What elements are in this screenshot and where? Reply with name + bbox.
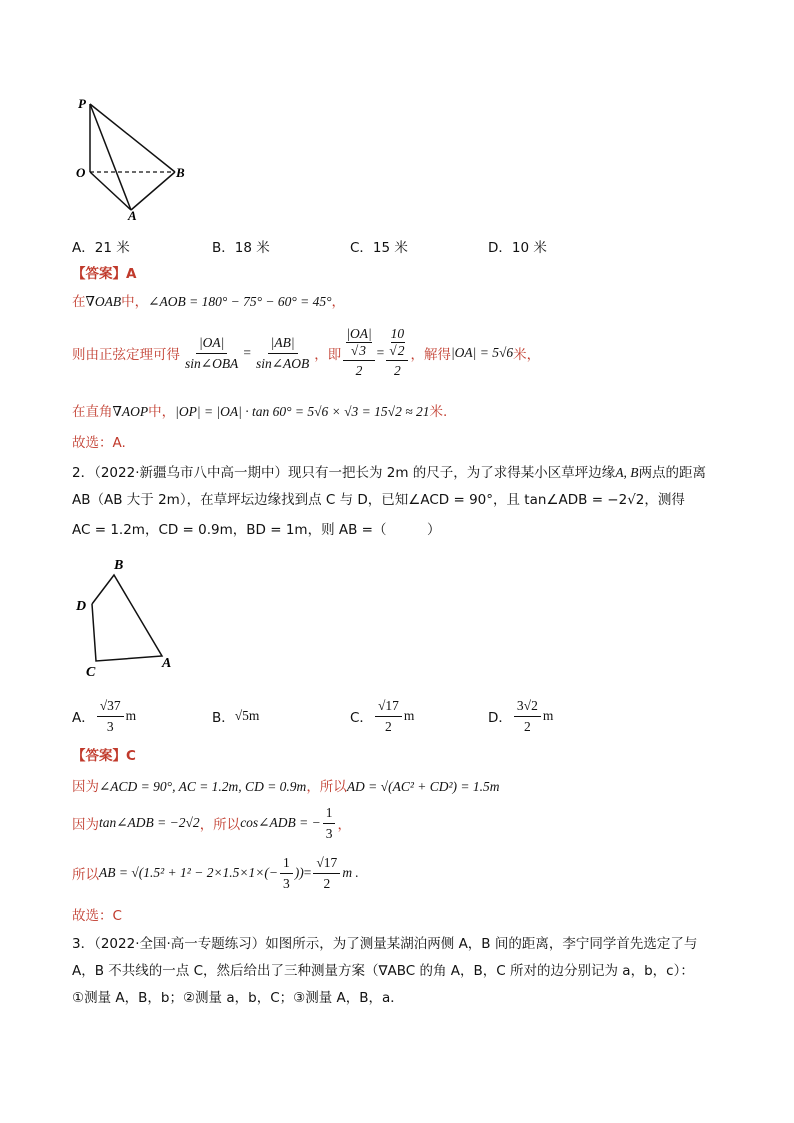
compound-fraction xyxy=(386,326,408,380)
answer-tag: 【答案】 xyxy=(72,748,126,764)
text: 两点的距离 xyxy=(638,465,707,481)
numerator: 3√2 xyxy=(514,697,541,717)
label-a: A xyxy=(128,208,137,222)
math: ∇OAB xyxy=(85,294,122,309)
answer-tag: 【答案】 xyxy=(72,266,126,282)
text: 因为 xyxy=(72,779,99,795)
text: ，即 xyxy=(314,347,342,363)
denominator: 3 xyxy=(325,825,333,841)
label-b: B xyxy=(176,165,185,180)
numerator: 1 xyxy=(323,804,336,824)
math: cos∠ADB = − xyxy=(240,815,321,830)
q1-solution-line2: 则由正弦定理可得 $\frac{|OA|}{\text{sin∠OBA}}$ = $\frac{|AB|}{\text{sin∠AOB}}$ ，即 $\frac{\frac{|OA|}{√3}}{2}$ = $\frac{\frac{10}{√2}}{2}$ ，解得 |OA| = 5√6 米， xyxy=(72,326,541,378)
option-letter: D． xyxy=(488,710,512,726)
inner-num: |OA| xyxy=(346,326,372,341)
fraction xyxy=(375,697,402,736)
label-o: O xyxy=(76,165,86,180)
numerator: |OA| xyxy=(196,334,227,354)
denominator: 3 xyxy=(283,875,290,891)
fraction xyxy=(253,334,312,373)
answer-value: C xyxy=(126,748,136,764)
text: ， xyxy=(331,294,346,310)
text: 米， xyxy=(513,347,541,363)
text: ， xyxy=(337,817,351,833)
math: AB = √(1.5² + 1² − 2×1.5×1×(− xyxy=(99,865,279,880)
fraction xyxy=(97,697,124,736)
unit: m . xyxy=(342,865,359,880)
text: 在直角 xyxy=(72,404,113,420)
numerator: √37 xyxy=(97,697,124,717)
denominator: 2 xyxy=(355,363,363,378)
denominator: 2 xyxy=(385,718,392,734)
fraction xyxy=(313,854,340,893)
unit: m xyxy=(542,708,554,723)
numerator: √17 xyxy=(313,854,340,874)
text: 则由正弦定理可得 xyxy=(72,347,180,363)
text: ，所以 xyxy=(199,817,241,833)
q3-stem-line2: A，B 不共线的一点 C，然后给出了三种测量方案（∇ABC 的角 A，B，C 所对的边分别记为 a，b，c）： xyxy=(72,963,694,979)
math: tan∠ADB = −2√2 xyxy=(99,815,200,830)
numerator xyxy=(343,326,374,361)
q1-select: 故选：A. xyxy=(72,435,126,451)
option-text: √5m xyxy=(234,708,260,723)
text: 在 xyxy=(72,294,86,310)
answer-value: A xyxy=(126,266,137,282)
q2-stem-line2: AB（AB 大于 2m），在草坪坛边缘找到点 C 与 D，已知∠ACD = 90°，且 tan∠ADB = −2√2，测得 xyxy=(72,492,685,508)
denominator: 2 xyxy=(323,875,331,891)
denominator: 2 xyxy=(394,363,401,378)
fraction xyxy=(323,804,336,843)
radicand: 2 xyxy=(397,343,405,358)
q2-stem-line1 xyxy=(72,461,706,481)
q1-solution-line3 xyxy=(72,400,447,420)
text: ，解得 xyxy=(410,347,451,363)
unit: m xyxy=(403,708,415,723)
label-c: C xyxy=(86,665,96,680)
q1-option-c: C．15 米 xyxy=(350,240,408,256)
q2-answer xyxy=(72,744,136,764)
text: 因为 xyxy=(72,817,99,833)
option-letter: C． xyxy=(350,710,373,726)
math: |OA| = 5√6 xyxy=(450,345,514,360)
fraction xyxy=(182,334,241,373)
q1-option-a: A．21 米 xyxy=(72,240,130,256)
denominator: 2 xyxy=(523,718,531,734)
numerator: √17 xyxy=(375,697,402,717)
inner-num: 10 xyxy=(390,326,405,341)
q2-option-c xyxy=(350,696,414,736)
math: A, B xyxy=(615,465,639,480)
text: 中， xyxy=(148,404,176,420)
text: 所以 xyxy=(72,867,99,883)
math: ∠AOB = 180° − 75° − 60° = 45° xyxy=(148,294,332,309)
inner-den: √3 xyxy=(350,343,367,358)
q2-solution-line2 xyxy=(72,803,351,843)
text: 米. xyxy=(429,404,448,420)
compound-fraction xyxy=(343,326,374,380)
equals: = xyxy=(243,345,251,360)
numerator: |AB| xyxy=(268,334,298,354)
q2-solution-line3 xyxy=(72,850,359,896)
numerator xyxy=(386,326,408,361)
math: )) xyxy=(294,865,304,880)
q1-answer xyxy=(72,262,136,282)
text: 2．（2022·新疆乌市八中高一期中）现只有一把长为 2m 的尺子，为了求得某小区草坪边缘 xyxy=(72,465,616,481)
q1-option-d: D．10 米 xyxy=(488,240,547,256)
q2-option-d xyxy=(488,696,553,736)
fraction xyxy=(514,697,541,736)
label-b: B xyxy=(114,558,124,573)
numerator: 1 xyxy=(280,854,293,874)
equals: = xyxy=(303,865,312,880)
q2-stem-line3: AC = 1.2m，CD = 0.9m，BD = 1m，则 AB =（ ） xyxy=(72,522,441,538)
q3-stem-line1: 3．（2022·全国·高一专题练习）如图所示，为了测量某湖泊两侧 A，B 间的距离，李宁同学首先选定了与 xyxy=(72,936,698,952)
q3-stem-line3: ①测量 A，B，b；②测量 a，b，C；③测量 A，B，a． xyxy=(72,990,404,1006)
math: ∠ACD = 90°, AC = 1.2m, CD = 0.9m xyxy=(99,779,307,794)
label-a: A xyxy=(162,656,172,671)
q1-solution-line1 xyxy=(72,290,345,310)
text: 中， xyxy=(121,294,149,310)
math: AD = √(AC² + CD²) = 1.5m xyxy=(346,779,500,794)
fraction xyxy=(280,854,293,893)
q1-option-b: B．18 米 xyxy=(212,240,270,256)
q2-select: 故选：C xyxy=(72,908,122,924)
figure-quadrilateral xyxy=(70,552,190,682)
label-d: D xyxy=(76,599,87,614)
label-p: P xyxy=(78,96,86,111)
math: ∇AOP xyxy=(112,404,149,419)
denominator: sin∠OBA xyxy=(185,355,239,371)
q2-option-a xyxy=(72,696,136,736)
q2-solution-line1 xyxy=(72,775,500,795)
math: |OP| = |OA| · tan 60° = 5√6 × √3 = 15√2 ≈ 21 xyxy=(175,404,430,419)
figure-pyramid xyxy=(70,92,200,222)
option-letter: A． xyxy=(72,710,95,726)
unit: m xyxy=(125,708,137,723)
option-letter: B． xyxy=(212,710,235,726)
q2-option-b xyxy=(212,696,259,736)
denominator: sin∠AOB xyxy=(255,355,310,371)
inner-den: √2 xyxy=(389,343,405,358)
radicand: 3 xyxy=(359,343,367,358)
denominator: 3 xyxy=(106,718,114,734)
text: ，所以 xyxy=(306,779,347,795)
